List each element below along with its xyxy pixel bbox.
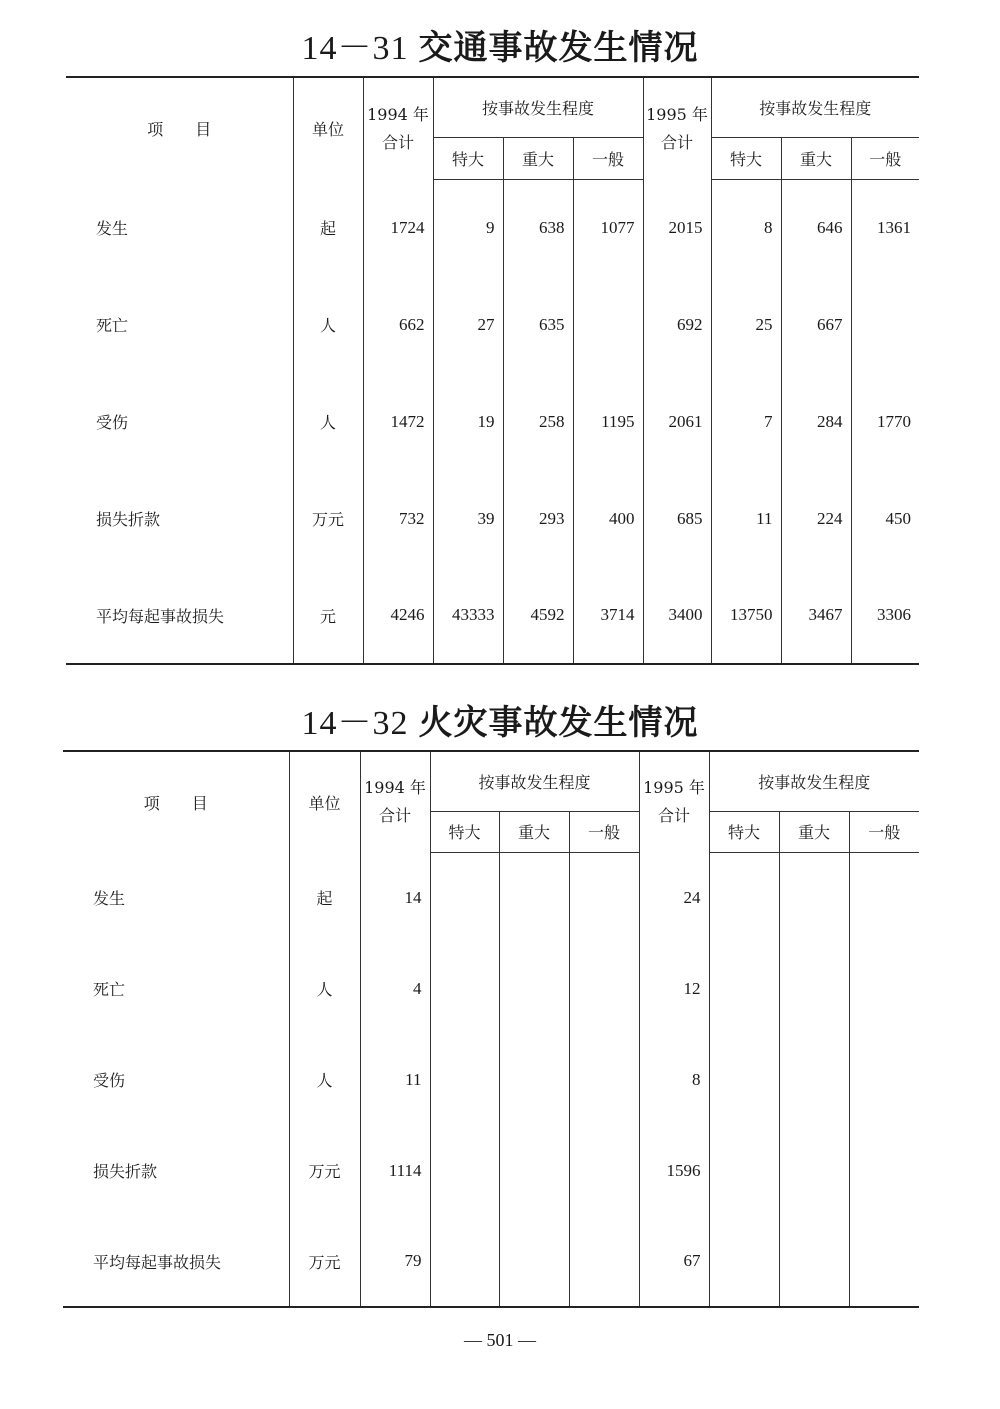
row-unit: 万元 <box>289 1216 360 1307</box>
cell-1994-major: 638 <box>503 179 573 276</box>
cell-1994-general <box>573 276 643 373</box>
cell-1994-general <box>569 943 639 1034</box>
row-unit: 人 <box>289 943 360 1034</box>
header-1994-total <box>360 751 430 852</box>
cell-1995-general <box>849 943 919 1034</box>
cell-1994-major: 635 <box>503 276 573 373</box>
header-1994-total-label: 合计 <box>378 806 411 825</box>
table-title-text: 交通事故发生情况 <box>418 28 699 68</box>
cell-1995-total: 685 <box>643 470 711 567</box>
cell-1994-general: 3714 <box>573 567 643 664</box>
cell-1995-special <box>709 852 779 943</box>
cell-1995-special: 13750 <box>711 567 781 664</box>
cell-1995-major: 667 <box>781 276 851 373</box>
row-item: 平均每起事故损失 <box>96 606 225 626</box>
cell-1994-total: 79 <box>360 1216 430 1307</box>
cell-1995-total: 3400 <box>643 567 711 664</box>
header-sub-major: 重大 <box>781 137 851 179</box>
cell-1995-total: 692 <box>643 276 711 373</box>
header-item: 项 目 <box>143 793 208 813</box>
table-row <box>63 852 919 943</box>
header-sub-special: 特大 <box>430 811 499 852</box>
table-row <box>66 567 919 664</box>
table-row <box>63 1034 919 1125</box>
traffic-accident-table <box>66 76 919 665</box>
row-item: 损失折款 <box>96 510 161 529</box>
fire-accident-table <box>63 750 919 1308</box>
header-1995-year: 1995 年 <box>646 104 708 124</box>
cell-1994-special: 27 <box>433 276 503 373</box>
cell-1994-major <box>499 943 569 1034</box>
cell-1994-total: 11 <box>360 1034 430 1125</box>
cell-1995-major: 646 <box>781 179 851 276</box>
table-row <box>63 1216 919 1307</box>
header-sub-special: 特大 <box>711 137 781 179</box>
cell-1995-general: 1770 <box>851 373 919 470</box>
cell-1995-special <box>709 943 779 1034</box>
cell-1994-major <box>499 1216 569 1307</box>
cell-1994-total: 1114 <box>360 1125 430 1216</box>
cell-1995-general: 450 <box>851 470 919 567</box>
cell-1995-special <box>709 1216 779 1307</box>
header-sub-general: 一般 <box>569 811 639 852</box>
cell-1995-special <box>709 1034 779 1125</box>
cell-1994-general <box>569 1034 639 1125</box>
row-item: 发生 <box>93 889 126 908</box>
row-unit: 万元 <box>289 1125 360 1216</box>
row-unit: 元 <box>293 567 363 664</box>
header-sub-general: 一般 <box>573 137 643 179</box>
cell-1994-major <box>499 1034 569 1125</box>
cell-1995-major <box>779 852 849 943</box>
cell-1994-total: 14 <box>360 852 430 943</box>
header-1995-total-label: 合计 <box>660 132 693 152</box>
header-1994-total-label: 合计 <box>381 132 414 152</box>
cell-1994-total: 4 <box>360 943 430 1034</box>
cell-1994-general: 400 <box>573 470 643 567</box>
cell-1994-special: 19 <box>433 373 503 470</box>
cell-1995-major <box>779 943 849 1034</box>
row-item: 受伤 <box>93 1071 126 1090</box>
cell-1994-total: 1724 <box>363 179 433 276</box>
cell-1995-general <box>849 1216 919 1307</box>
cell-1994-general: 1195 <box>573 373 643 470</box>
cell-1995-general <box>849 1034 919 1125</box>
table-row <box>66 470 919 567</box>
header-sub-general: 一般 <box>849 811 919 852</box>
cell-1995-total: 67 <box>639 1216 709 1307</box>
header-1995-group: 按事故发生程度 <box>711 77 919 137</box>
header-1994-total <box>363 77 433 179</box>
header-sub-special: 特大 <box>709 811 779 852</box>
cell-1994-general: 1077 <box>573 179 643 276</box>
cell-1995-general <box>851 276 919 373</box>
header-sub-major: 重大 <box>499 811 569 852</box>
cell-1994-special <box>430 852 499 943</box>
header-unit: 单位 <box>289 751 360 852</box>
cell-1995-special <box>709 1125 779 1216</box>
cell-1994-special: 9 <box>433 179 503 276</box>
cell-1995-major <box>779 1216 849 1307</box>
table-row <box>66 179 919 276</box>
cell-1995-total: 12 <box>639 943 709 1034</box>
row-item: 发生 <box>96 219 129 238</box>
cell-1994-special: 39 <box>433 470 503 567</box>
row-unit: 起 <box>293 179 363 276</box>
table-title <box>0 703 1000 744</box>
table-row <box>63 1125 919 1216</box>
header-1994-group: 按事故发生程度 <box>433 77 643 137</box>
row-unit: 起 <box>289 852 360 943</box>
cell-1994-special: 43333 <box>433 567 503 664</box>
cell-1995-major <box>779 1125 849 1216</box>
cell-1994-total: 662 <box>363 276 433 373</box>
header-1994-year: 1994 年 <box>364 778 426 797</box>
cell-1995-total: 2061 <box>643 373 711 470</box>
header-1995-total <box>639 751 709 852</box>
cell-1994-total: 4246 <box>363 567 433 664</box>
table-row <box>66 373 919 470</box>
cell-1994-total: 1472 <box>363 373 433 470</box>
cell-1994-major: 258 <box>503 373 573 470</box>
row-item: 死亡 <box>96 316 129 335</box>
header-1994-year: 1994 年 <box>367 104 429 124</box>
cell-1995-special: 11 <box>711 470 781 567</box>
cell-1995-general: 1361 <box>851 179 919 276</box>
header-1995-total-label: 合计 <box>657 806 690 825</box>
cell-1994-general <box>569 852 639 943</box>
row-unit: 人 <box>293 373 363 470</box>
cell-1994-special <box>430 1034 499 1125</box>
header-unit: 单位 <box>293 77 363 179</box>
header-sub-major: 重大 <box>503 137 573 179</box>
row-unit: 人 <box>289 1034 360 1125</box>
cell-1994-special <box>430 943 499 1034</box>
cell-1995-special: 8 <box>711 179 781 276</box>
cell-1995-special: 7 <box>711 373 781 470</box>
header-item: 项 目 <box>147 120 212 139</box>
row-item: 死亡 <box>93 980 126 999</box>
cell-1995-major <box>779 1034 849 1125</box>
row-unit: 人 <box>293 276 363 373</box>
header-1995-year: 1995 年 <box>643 778 705 797</box>
table-title <box>0 28 1000 69</box>
cell-1994-special <box>430 1125 499 1216</box>
header-sub-special: 特大 <box>433 137 503 179</box>
cell-1994-major <box>499 1125 569 1216</box>
cell-1994-major: 4592 <box>503 567 573 664</box>
header-1995-total <box>643 77 711 179</box>
table-number: 14－31 <box>301 30 409 67</box>
cell-1995-total: 24 <box>639 852 709 943</box>
cell-1994-total: 732 <box>363 470 433 567</box>
table-row <box>63 943 919 1034</box>
cell-1995-major: 3467 <box>781 567 851 664</box>
table-title-text: 火灾事故发生情况 <box>418 703 699 743</box>
cell-1994-special <box>430 1216 499 1307</box>
row-item: 受伤 <box>96 413 129 432</box>
row-item: 损失折款 <box>93 1162 158 1181</box>
table-number: 14－32 <box>301 705 409 742</box>
cell-1995-major: 224 <box>781 470 851 567</box>
cell-1995-major: 284 <box>781 373 851 470</box>
table-row <box>66 276 919 373</box>
cell-1994-general <box>569 1125 639 1216</box>
header-1995-group: 按事故发生程度 <box>709 751 919 811</box>
header-sub-major: 重大 <box>779 811 849 852</box>
cell-1995-special: 25 <box>711 276 781 373</box>
cell-1994-major <box>499 852 569 943</box>
cell-1995-general <box>849 1125 919 1216</box>
cell-1995-total: 1596 <box>639 1125 709 1216</box>
header-1994-group: 按事故发生程度 <box>430 751 639 811</box>
cell-1995-total: 8 <box>639 1034 709 1125</box>
cell-1994-major: 293 <box>503 470 573 567</box>
cell-1995-general <box>849 852 919 943</box>
cell-1995-general: 3306 <box>851 567 919 664</box>
page-number: — 501 — <box>464 1330 536 1350</box>
row-unit: 万元 <box>293 470 363 567</box>
cell-1994-general <box>569 1216 639 1307</box>
header-sub-general: 一般 <box>851 137 919 179</box>
cell-1995-total: 2015 <box>643 179 711 276</box>
row-item: 平均每起事故损失 <box>93 1252 222 1272</box>
